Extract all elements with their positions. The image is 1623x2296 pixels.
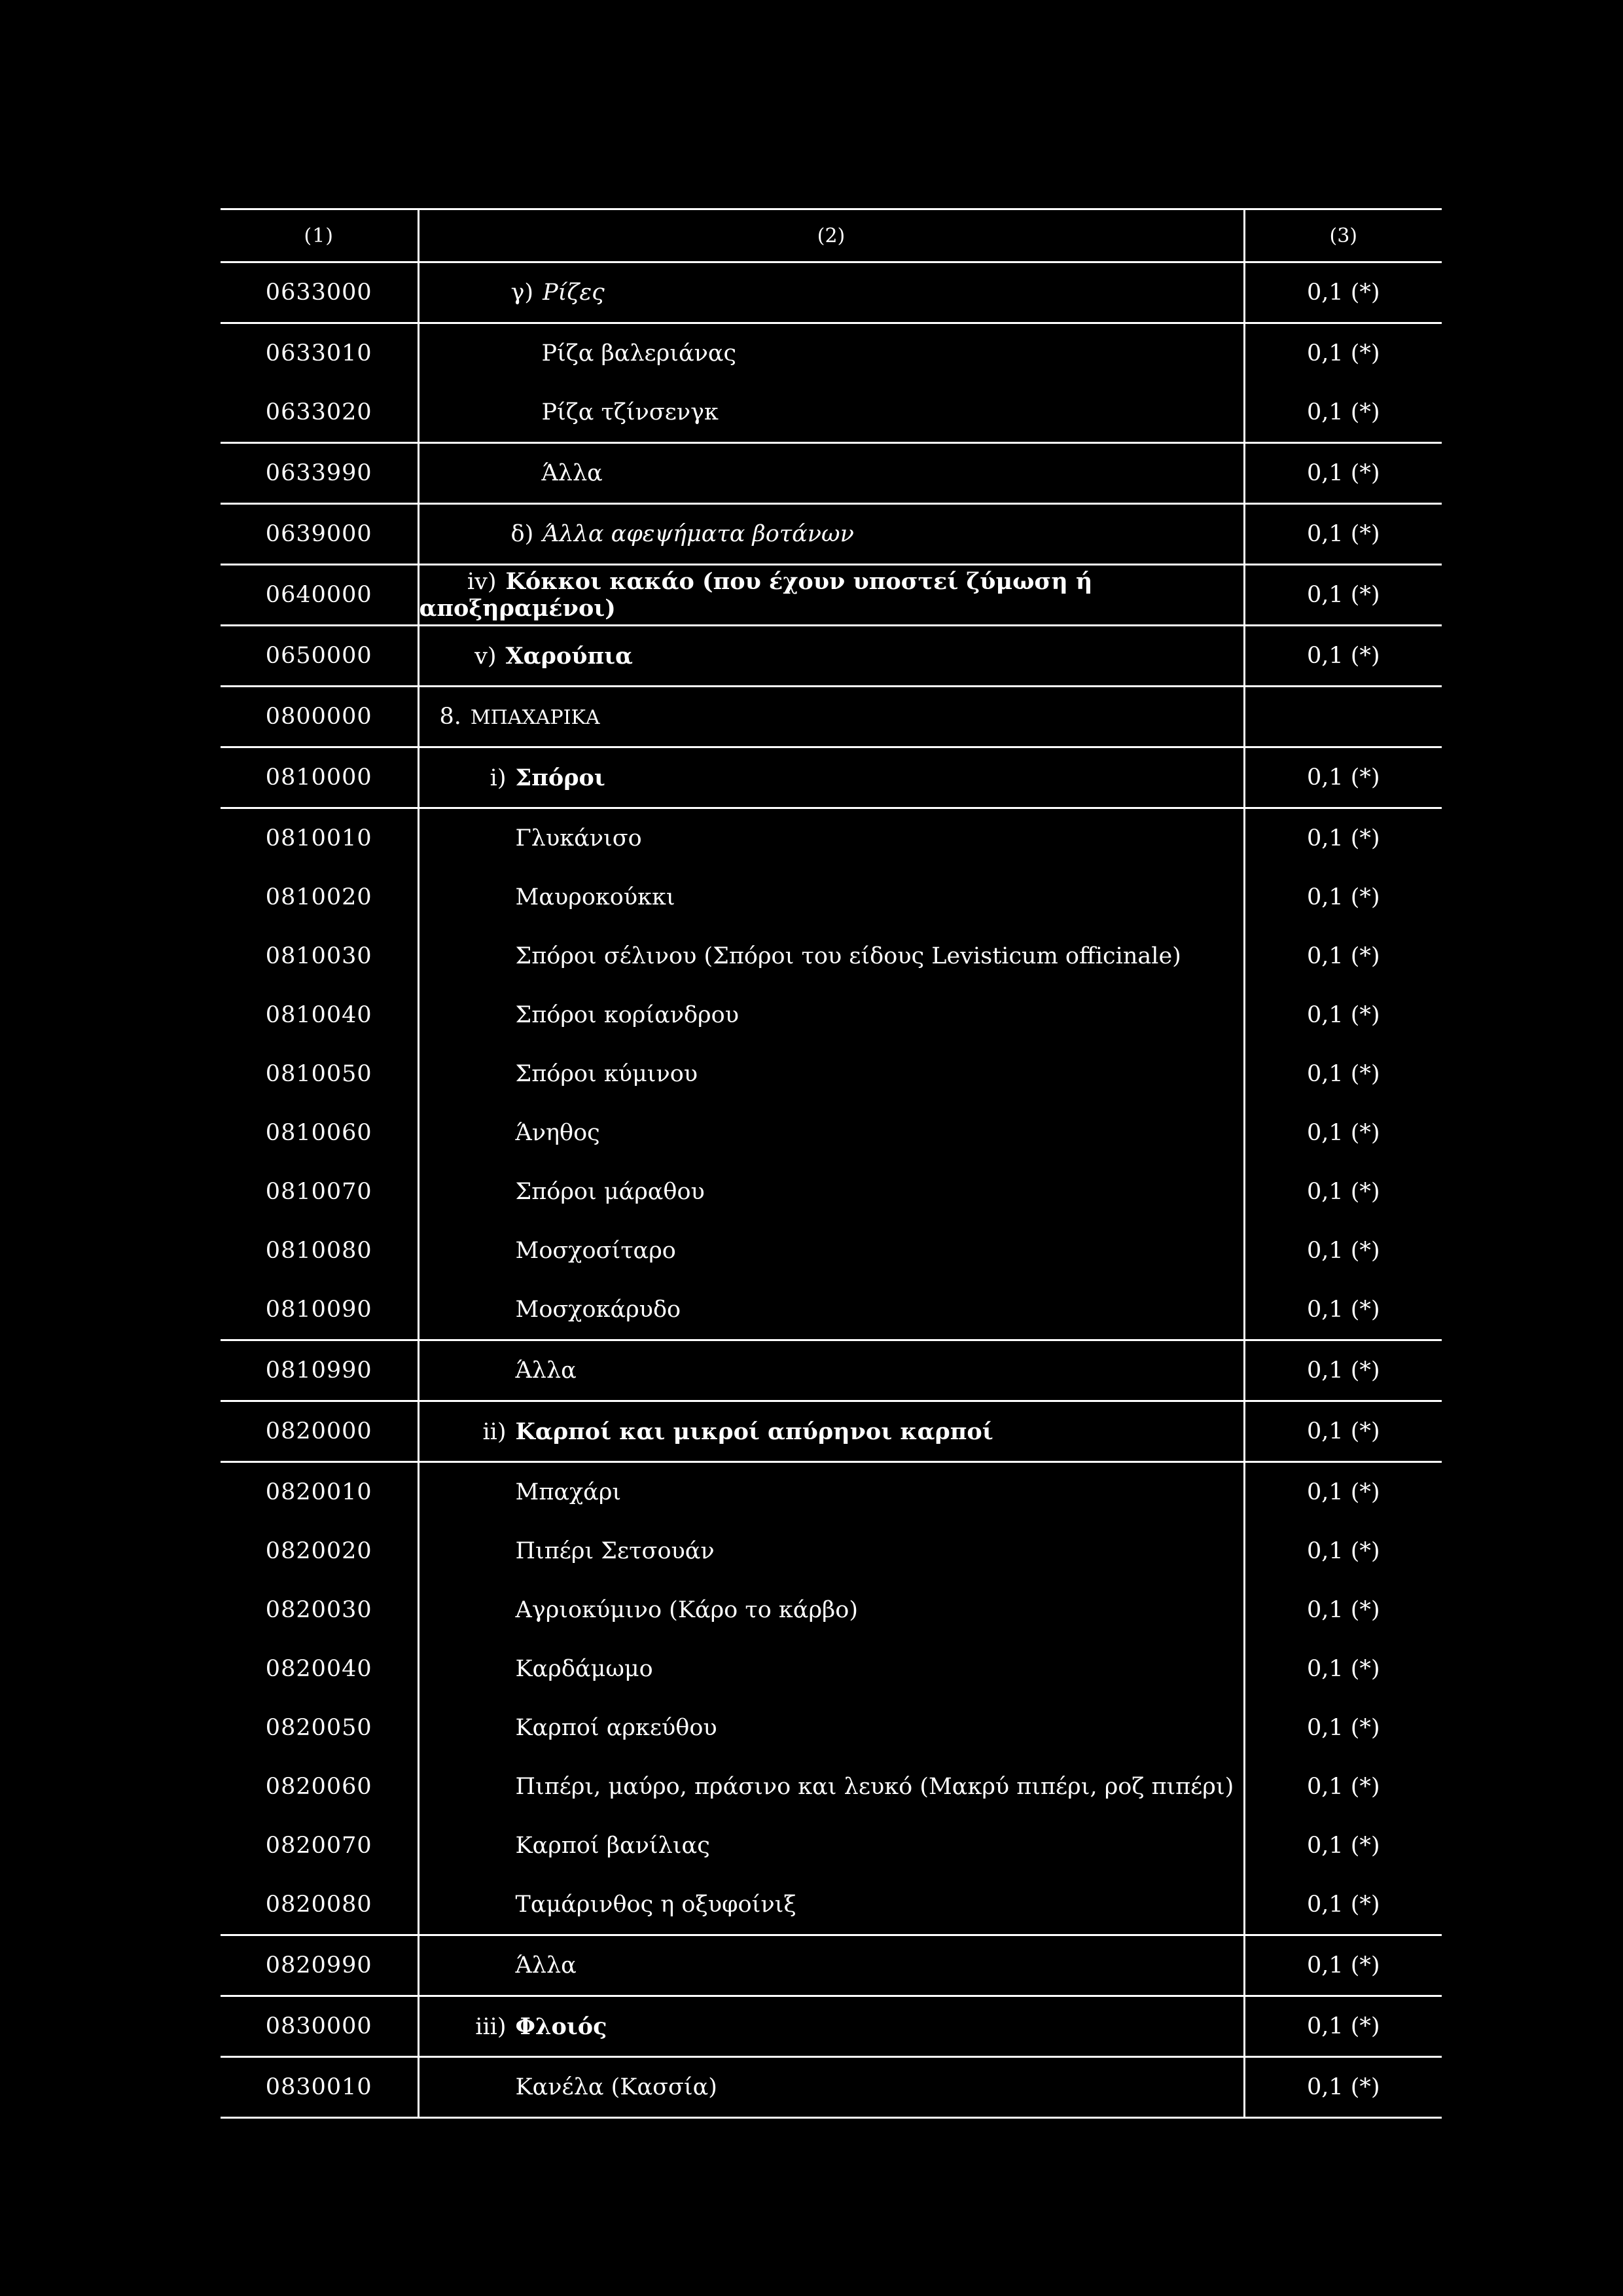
row-value: 0,1 (*) bbox=[1306, 1061, 1380, 1087]
row-text: Μπαχάρι bbox=[515, 1479, 622, 1505]
row-value: 0,1 (*) bbox=[1306, 1238, 1380, 1264]
table-row bbox=[221, 262, 1442, 323]
row-text: Ρίζα βαλεριάνας bbox=[541, 340, 737, 367]
row-code: 0810000 bbox=[221, 747, 418, 808]
row-value: 0,1 (*) bbox=[1306, 1715, 1380, 1741]
row-description bbox=[418, 504, 1244, 565]
table-row bbox=[221, 1640, 1442, 1698]
row-code: 0810020 bbox=[221, 868, 418, 927]
row-code: 0810990 bbox=[221, 1340, 418, 1401]
row-text: Άλλα αφεψήματα βοτάνων bbox=[543, 521, 854, 547]
row-description bbox=[418, 1162, 1244, 1221]
table-row bbox=[221, 687, 1442, 747]
table-row bbox=[221, 1875, 1442, 1935]
row-code: 0633010 bbox=[221, 323, 418, 384]
table-row bbox=[221, 1757, 1442, 1816]
row-code: 0810090 bbox=[221, 1280, 418, 1340]
row-description bbox=[418, 323, 1244, 384]
row-code: 0810070 bbox=[221, 1162, 418, 1221]
row-value: 0,1 (*) bbox=[1244, 565, 1442, 626]
row-description bbox=[418, 1640, 1244, 1698]
row-text: Σπόροι κορίανδρου bbox=[515, 1002, 739, 1028]
table-row bbox=[221, 1340, 1442, 1401]
row-value: 0,1 (*) bbox=[1244, 262, 1442, 323]
row-code: 0633020 bbox=[221, 383, 418, 443]
row-value: 0,1 (*) bbox=[1306, 1774, 1380, 1800]
table-row bbox=[221, 747, 1442, 808]
row-text: Πιπέρι Σετσουάν bbox=[515, 1538, 715, 1564]
row-description bbox=[418, 565, 1244, 626]
row-number: γ) bbox=[510, 279, 534, 306]
row-text: Πιπέρι, μαύρο, πράσινο και λευκό (Μακρύ πιπέρι, ροζ πιπέρι) bbox=[515, 1774, 1234, 1800]
row-description bbox=[418, 1280, 1244, 1340]
row-description bbox=[418, 1462, 1244, 1522]
table-row bbox=[221, 868, 1442, 927]
row-description bbox=[418, 747, 1244, 808]
row-text: Καρποί αρκεύθου bbox=[515, 1715, 717, 1741]
row-code: 0800000 bbox=[221, 687, 418, 747]
row-text: Καρποί και μικροί απύρηνοι καρποί bbox=[515, 1418, 993, 1445]
table-row bbox=[221, 626, 1442, 687]
row-text: Σπόροι μάραθου bbox=[515, 1179, 705, 1205]
row-value: 0,1 (*) bbox=[1306, 399, 1380, 425]
row-description bbox=[418, 1103, 1244, 1162]
table-row bbox=[221, 383, 1442, 443]
table-row bbox=[221, 1221, 1442, 1280]
row-description bbox=[418, 1221, 1244, 1280]
row-code: 0650000 bbox=[221, 626, 418, 687]
row-description bbox=[418, 383, 1244, 443]
row-value: 0,1 (*) bbox=[1244, 1996, 1442, 2057]
row-value: 0,1 (*) bbox=[1244, 2057, 1442, 2118]
row-description bbox=[418, 262, 1244, 323]
row-value: 0,1 (*) bbox=[1244, 504, 1442, 565]
row-text: Σπόροι bbox=[515, 764, 605, 791]
row-code: 0830000 bbox=[221, 1996, 418, 2057]
table-row bbox=[221, 504, 1442, 565]
row-code: 0810050 bbox=[221, 1045, 418, 1103]
row-code: 0820050 bbox=[221, 1698, 418, 1757]
row-code: 0810080 bbox=[221, 1221, 418, 1280]
row-code: 0810030 bbox=[221, 927, 418, 986]
row-description bbox=[418, 2057, 1244, 2118]
row-description bbox=[418, 1401, 1244, 1462]
row-value: 0,1 (*) bbox=[1306, 1002, 1380, 1028]
row-value: 0,1 (*) bbox=[1244, 747, 1442, 808]
table-row bbox=[221, 1401, 1442, 1462]
row-code: 0820990 bbox=[221, 1935, 418, 1996]
row-description bbox=[418, 687, 1244, 747]
table-header-row bbox=[221, 209, 1442, 262]
row-text: Αγριοκύμινο (Κάρο το κάρβο) bbox=[515, 1597, 858, 1623]
table-row bbox=[221, 1816, 1442, 1875]
row-text: Μοσχοκάρυδο bbox=[515, 1297, 681, 1323]
row-description bbox=[418, 626, 1244, 687]
row-text: ΜΠΑΧΑΡΙΚΑ bbox=[470, 706, 600, 729]
row-value: 0,1 (*) bbox=[1244, 1340, 1442, 1401]
row-code: 0820070 bbox=[221, 1816, 418, 1875]
document-page bbox=[221, 208, 1442, 2119]
row-value: 0,1 (*) bbox=[1244, 808, 1442, 869]
row-text: Άλλα bbox=[515, 1952, 577, 1979]
row-value: 0,1 (*) bbox=[1306, 884, 1380, 910]
header-col-2: (2) bbox=[418, 209, 1244, 262]
row-value: 0,1 (*) bbox=[1306, 1538, 1380, 1564]
row-code: 0820030 bbox=[221, 1581, 418, 1640]
mrl-table bbox=[221, 208, 1442, 2119]
row-number: i) bbox=[490, 764, 507, 791]
row-value: 0,1 (*) bbox=[1306, 1297, 1380, 1323]
row-value: 0,1 (*) bbox=[1306, 1120, 1380, 1146]
header-col-1: (1) bbox=[221, 209, 418, 262]
row-value: 0,1 (*) bbox=[1244, 1462, 1442, 1522]
row-code: 0830010 bbox=[221, 2057, 418, 2118]
table-row bbox=[221, 1280, 1442, 1340]
row-text: Κανέλα (Κασσία) bbox=[515, 2074, 717, 2100]
row-text: Κόκκοι κακάο (που έχουν υποστεί ζύμωση ή αποξηραμένοι) bbox=[419, 568, 1093, 622]
table-row bbox=[221, 986, 1442, 1045]
row-code: 0810010 bbox=[221, 808, 418, 869]
row-code: 0810040 bbox=[221, 986, 418, 1045]
table-row bbox=[221, 323, 1442, 384]
row-text: Ρίζα τζίνσενγκ bbox=[541, 399, 719, 425]
row-text: Άλλα bbox=[541, 460, 603, 486]
row-description bbox=[418, 1875, 1244, 1935]
row-description bbox=[418, 1757, 1244, 1816]
row-value: 0,1 (*) bbox=[1306, 943, 1380, 969]
row-code: 0820020 bbox=[221, 1522, 418, 1581]
table-row bbox=[221, 1522, 1442, 1581]
row-text: Σπόροι κύμινου bbox=[515, 1061, 698, 1087]
table-row bbox=[221, 1581, 1442, 1640]
row-description bbox=[418, 927, 1244, 986]
row-text: Μοσχοσίταρο bbox=[515, 1238, 676, 1264]
row-description bbox=[418, 1581, 1244, 1640]
row-text: Σπόροι σέλινου (Σπόροι του είδους Levisticum officinale) bbox=[515, 943, 1181, 969]
row-code: 0633990 bbox=[221, 443, 418, 504]
row-code: 0820060 bbox=[221, 1757, 418, 1816]
table-row bbox=[221, 1996, 1442, 2057]
row-value: 0,1 (*) bbox=[1306, 1597, 1380, 1623]
table-row bbox=[221, 1935, 1442, 1996]
row-text: Γλυκάνισο bbox=[515, 825, 642, 852]
table-row bbox=[221, 1698, 1442, 1757]
row-value: 0,1 (*) bbox=[1306, 1656, 1380, 1682]
row-text: Μαυροκούκκι bbox=[515, 884, 675, 910]
row-text: Ρίζες bbox=[543, 279, 605, 306]
row-code: 0820010 bbox=[221, 1462, 418, 1522]
table-row bbox=[221, 2057, 1442, 2118]
row-code: 0820080 bbox=[221, 1875, 418, 1935]
row-value: 0,1 (*) bbox=[1244, 323, 1442, 384]
row-text: Άλλα bbox=[515, 1357, 577, 1384]
row-number: δ) bbox=[510, 521, 534, 547]
row-number: iii) bbox=[475, 2013, 507, 2040]
table-row bbox=[221, 1162, 1442, 1221]
row-code: 0640000 bbox=[221, 565, 418, 626]
row-description bbox=[418, 1340, 1244, 1401]
table-row bbox=[221, 565, 1442, 626]
row-value bbox=[1244, 687, 1442, 747]
row-description bbox=[418, 868, 1244, 927]
table-row bbox=[221, 808, 1442, 869]
row-text: Φλοιός bbox=[515, 2013, 607, 2040]
row-number: v) bbox=[474, 643, 497, 670]
table-row bbox=[221, 1103, 1442, 1162]
row-value: 0,1 (*) bbox=[1244, 443, 1442, 504]
row-code: 0639000 bbox=[221, 504, 418, 565]
row-value: 0,1 (*) bbox=[1244, 1935, 1442, 1996]
row-value: 0,1 (*) bbox=[1306, 1892, 1380, 1918]
row-description bbox=[418, 443, 1244, 504]
row-description bbox=[418, 986, 1244, 1045]
row-number: iv) bbox=[467, 569, 497, 595]
row-description bbox=[418, 1935, 1244, 1996]
table-row bbox=[221, 1462, 1442, 1522]
row-text: Άνηθος bbox=[515, 1120, 600, 1146]
row-description bbox=[418, 1045, 1244, 1103]
row-number: 8. bbox=[439, 704, 461, 730]
table-row bbox=[221, 927, 1442, 986]
row-number: ii) bbox=[482, 1418, 507, 1445]
row-text: Καρποί βανίλιας bbox=[515, 1833, 710, 1859]
row-code: 0820040 bbox=[221, 1640, 418, 1698]
row-code: 0820000 bbox=[221, 1401, 418, 1462]
row-value: 0,1 (*) bbox=[1244, 626, 1442, 687]
row-text: Καρδάμωμο bbox=[515, 1656, 653, 1682]
row-value: 0,1 (*) bbox=[1306, 1179, 1380, 1205]
table-row bbox=[221, 443, 1442, 504]
row-description bbox=[418, 1996, 1244, 2057]
row-text: Ταμάρινθος η οξυφοίνιξ bbox=[515, 1892, 796, 1918]
row-code: 0633000 bbox=[221, 262, 418, 323]
row-value: 0,1 (*) bbox=[1306, 1833, 1380, 1859]
row-text: Χαρούπια bbox=[505, 642, 633, 670]
row-description bbox=[418, 1698, 1244, 1757]
row-description bbox=[418, 808, 1244, 869]
table-row bbox=[221, 1045, 1442, 1103]
header-col-3: (3) bbox=[1244, 209, 1442, 262]
row-code: 0810060 bbox=[221, 1103, 418, 1162]
row-value: 0,1 (*) bbox=[1244, 1401, 1442, 1462]
row-description bbox=[418, 1522, 1244, 1581]
row-description bbox=[418, 1816, 1244, 1875]
